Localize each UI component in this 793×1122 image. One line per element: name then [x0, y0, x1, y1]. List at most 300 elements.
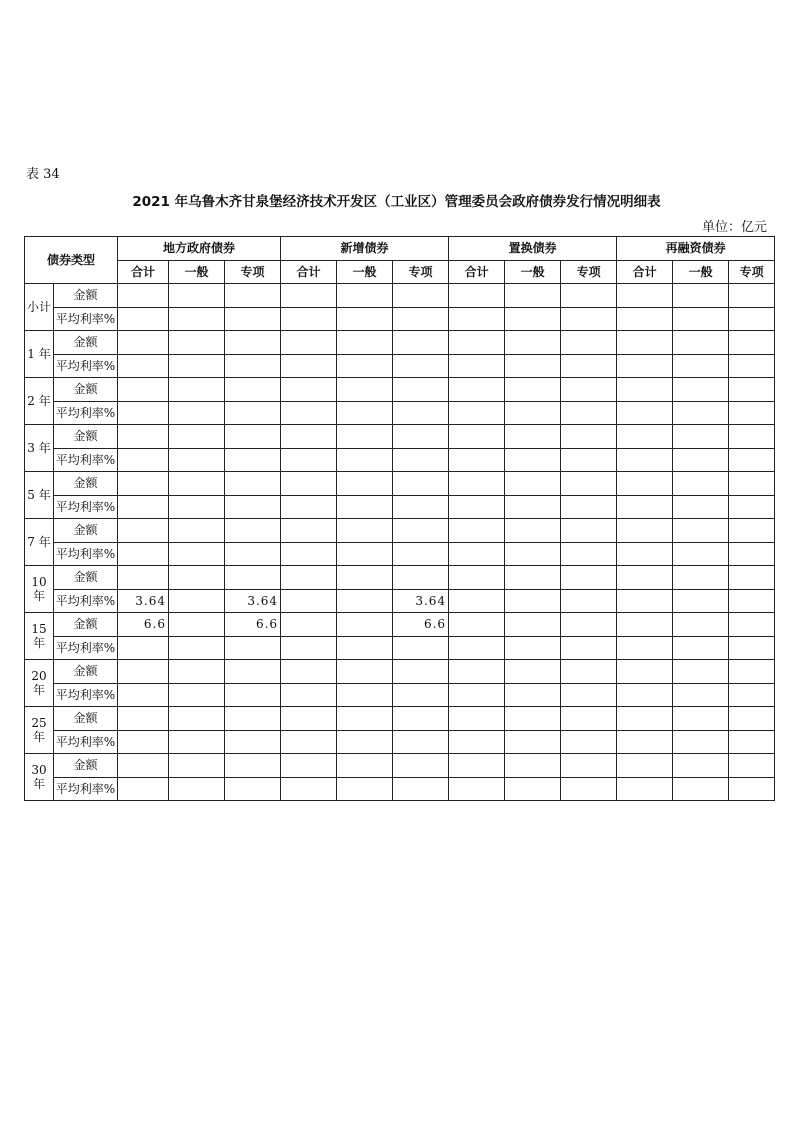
value-cell	[281, 542, 337, 566]
value-cell	[281, 448, 337, 472]
item-label-rate: 平均利率%	[54, 307, 118, 331]
value-cell	[169, 448, 225, 472]
value-cell	[561, 425, 617, 449]
value-cell	[561, 472, 617, 496]
value-cell	[281, 472, 337, 496]
value-cell	[118, 542, 169, 566]
value-cell	[617, 284, 673, 308]
value-cell	[225, 542, 281, 566]
table-row	[25, 495, 775, 519]
value-cell	[337, 378, 393, 402]
value-cell	[225, 448, 281, 472]
value-cell	[225, 754, 281, 778]
value-cell	[505, 566, 561, 590]
value-cell	[505, 378, 561, 402]
value-cell	[281, 707, 337, 731]
value-cell	[561, 660, 617, 684]
value-cell	[617, 660, 673, 684]
value-cell	[169, 495, 225, 519]
value-cell	[505, 754, 561, 778]
value-cell	[337, 707, 393, 731]
header-group: 地方政府债券	[118, 237, 281, 261]
value-cell	[673, 660, 729, 684]
value-cell	[449, 519, 505, 543]
table-row	[25, 566, 775, 590]
value-cell	[169, 284, 225, 308]
value-cell	[729, 519, 775, 543]
value-cell	[729, 707, 775, 731]
value-cell	[225, 472, 281, 496]
value-cell	[449, 448, 505, 472]
value-cell	[449, 401, 505, 425]
header-subcol: 合计	[118, 260, 169, 284]
value-cell	[225, 495, 281, 519]
value-cell	[561, 613, 617, 637]
value-cell	[169, 472, 225, 496]
value-cell	[617, 331, 673, 355]
value-cell	[505, 495, 561, 519]
value-cell	[225, 354, 281, 378]
value-cell	[393, 636, 449, 660]
term-label: 20 年	[25, 660, 54, 707]
value-cell: 6.6	[118, 613, 169, 637]
value-cell	[561, 777, 617, 801]
value-cell	[729, 378, 775, 402]
value-cell	[617, 566, 673, 590]
term-label: 小计	[25, 284, 54, 331]
value-cell	[337, 730, 393, 754]
table-row	[25, 613, 775, 637]
value-cell	[729, 636, 775, 660]
value-cell	[337, 660, 393, 684]
value-cell	[561, 589, 617, 613]
value-cell	[393, 777, 449, 801]
value-cell	[617, 307, 673, 331]
value-cell	[118, 777, 169, 801]
header-bond-type: 债券类型	[25, 237, 118, 284]
value-cell	[225, 683, 281, 707]
value-cell	[337, 425, 393, 449]
value-cell	[673, 707, 729, 731]
value-cell	[281, 613, 337, 637]
value-cell	[169, 660, 225, 684]
value-cell	[118, 566, 169, 590]
value-cell	[505, 542, 561, 566]
value-cell	[169, 636, 225, 660]
value-cell	[673, 519, 729, 543]
header-subcol: 专项	[561, 260, 617, 284]
value-cell	[118, 519, 169, 543]
value-cell	[505, 683, 561, 707]
item-label-amount: 金额	[54, 566, 118, 590]
value-cell	[281, 401, 337, 425]
value-cell	[169, 378, 225, 402]
value-cell	[281, 425, 337, 449]
value-cell	[617, 707, 673, 731]
item-label-amount: 金额	[54, 378, 118, 402]
header-subcol: 合计	[281, 260, 337, 284]
term-label: 25 年	[25, 707, 54, 754]
value-cell	[561, 448, 617, 472]
value-cell	[449, 636, 505, 660]
item-label-amount: 金额	[54, 331, 118, 355]
term-label: 1 年	[25, 331, 54, 378]
value-cell	[393, 542, 449, 566]
item-label-rate: 平均利率%	[54, 495, 118, 519]
value-cell	[673, 378, 729, 402]
table-row	[25, 401, 775, 425]
value-cell	[225, 707, 281, 731]
item-label-rate: 平均利率%	[54, 636, 118, 660]
value-cell	[729, 754, 775, 778]
value-cell	[118, 730, 169, 754]
value-cell	[281, 683, 337, 707]
value-cell	[169, 777, 225, 801]
value-cell	[561, 307, 617, 331]
value-cell	[337, 331, 393, 355]
value-cell	[449, 284, 505, 308]
table-row	[25, 636, 775, 660]
table-row	[25, 777, 775, 801]
table-row	[25, 589, 775, 613]
value-cell	[673, 401, 729, 425]
value-cell	[561, 707, 617, 731]
value-cell	[393, 566, 449, 590]
value-cell	[729, 284, 775, 308]
value-cell	[617, 495, 673, 519]
value-cell	[449, 354, 505, 378]
value-cell	[449, 378, 505, 402]
value-cell	[393, 730, 449, 754]
item-label-rate: 平均利率%	[54, 448, 118, 472]
value-cell	[449, 730, 505, 754]
debt-issuance-table	[24, 236, 775, 801]
value-cell	[225, 519, 281, 543]
value-cell	[673, 754, 729, 778]
value-cell	[673, 307, 729, 331]
value-cell	[617, 730, 673, 754]
value-cell	[118, 448, 169, 472]
page-title: 2021 年乌鲁木齐甘泉堡经济技术开发区（工业区）管理委员会政府债券发行情况明细表	[132, 194, 661, 210]
value-cell	[225, 730, 281, 754]
table-row	[25, 519, 775, 543]
term-label: 10 年	[25, 566, 54, 613]
value-cell	[729, 777, 775, 801]
term-label: 15 年	[25, 613, 54, 660]
item-label-amount: 金额	[54, 707, 118, 731]
value-cell	[393, 519, 449, 543]
value-cell	[617, 754, 673, 778]
value-cell	[393, 378, 449, 402]
value-cell	[169, 730, 225, 754]
value-cell	[673, 472, 729, 496]
value-cell	[729, 331, 775, 355]
value-cell	[393, 448, 449, 472]
value-cell	[729, 472, 775, 496]
value-cell	[118, 284, 169, 308]
value-cell	[729, 495, 775, 519]
value-cell	[281, 307, 337, 331]
value-cell	[617, 777, 673, 801]
value-cell	[337, 683, 393, 707]
value-cell	[169, 754, 225, 778]
value-cell	[617, 542, 673, 566]
value-cell	[281, 589, 337, 613]
value-cell: 3.64	[118, 589, 169, 613]
value-cell	[118, 378, 169, 402]
value-cell	[281, 378, 337, 402]
value-cell	[505, 589, 561, 613]
value-cell: 3.64	[393, 589, 449, 613]
term-label: 7 年	[25, 519, 54, 566]
value-cell	[225, 284, 281, 308]
value-cell	[617, 401, 673, 425]
value-cell	[729, 542, 775, 566]
value-cell	[169, 707, 225, 731]
value-cell	[561, 495, 617, 519]
value-cell	[281, 660, 337, 684]
table-row	[25, 660, 775, 684]
value-cell	[729, 566, 775, 590]
table-row	[25, 378, 775, 402]
item-label-rate: 平均利率%	[54, 589, 118, 613]
value-cell	[561, 636, 617, 660]
value-cell	[561, 730, 617, 754]
item-label-amount: 金额	[54, 519, 118, 543]
value-cell	[673, 542, 729, 566]
value-cell	[505, 519, 561, 543]
value-cell	[281, 636, 337, 660]
table-row	[25, 331, 775, 355]
value-cell	[337, 354, 393, 378]
value-cell	[118, 754, 169, 778]
value-cell	[729, 307, 775, 331]
value-cell	[505, 448, 561, 472]
item-label-amount: 金额	[54, 425, 118, 449]
value-cell	[337, 589, 393, 613]
value-cell	[673, 331, 729, 355]
value-cell	[673, 566, 729, 590]
value-cell	[729, 613, 775, 637]
value-cell	[449, 613, 505, 637]
value-cell	[393, 425, 449, 449]
value-cell	[505, 660, 561, 684]
value-cell	[729, 354, 775, 378]
value-cell	[337, 284, 393, 308]
value-cell	[449, 307, 505, 331]
value-cell	[505, 472, 561, 496]
value-cell	[169, 683, 225, 707]
value-cell	[729, 401, 775, 425]
value-cell	[561, 401, 617, 425]
value-cell	[337, 519, 393, 543]
value-cell	[561, 542, 617, 566]
header-group: 新增债券	[281, 237, 449, 261]
value-cell	[281, 331, 337, 355]
value-cell	[337, 495, 393, 519]
item-label-rate: 平均利率%	[54, 354, 118, 378]
value-cell	[118, 636, 169, 660]
value-cell	[505, 307, 561, 331]
value-cell	[393, 401, 449, 425]
value-cell	[337, 448, 393, 472]
value-cell	[561, 378, 617, 402]
term-label: 2 年	[25, 378, 54, 425]
value-cell	[393, 683, 449, 707]
value-cell	[393, 331, 449, 355]
table-row	[25, 284, 775, 308]
value-cell	[225, 660, 281, 684]
value-cell	[505, 354, 561, 378]
value-cell	[561, 566, 617, 590]
table-row	[25, 730, 775, 754]
value-cell	[617, 636, 673, 660]
value-cell	[673, 730, 729, 754]
table-row	[25, 754, 775, 778]
table-row	[25, 425, 775, 449]
value-cell	[337, 542, 393, 566]
value-cell	[673, 354, 729, 378]
value-cell	[281, 284, 337, 308]
value-cell	[505, 401, 561, 425]
header-subcol: 一般	[169, 260, 225, 284]
value-cell	[449, 589, 505, 613]
value-cell	[169, 331, 225, 355]
value-cell	[118, 472, 169, 496]
value-cell	[393, 660, 449, 684]
value-cell	[617, 589, 673, 613]
header-row-subcols	[25, 260, 775, 284]
item-label-rate: 平均利率%	[54, 683, 118, 707]
header-subcol: 一般	[337, 260, 393, 284]
value-cell	[281, 354, 337, 378]
value-cell	[281, 566, 337, 590]
value-cell	[393, 307, 449, 331]
value-cell	[729, 425, 775, 449]
value-cell	[449, 683, 505, 707]
value-cell	[281, 777, 337, 801]
value-cell	[281, 519, 337, 543]
value-cell	[449, 660, 505, 684]
value-cell	[617, 378, 673, 402]
value-cell	[118, 707, 169, 731]
value-cell	[673, 425, 729, 449]
value-cell	[169, 542, 225, 566]
value-cell	[729, 660, 775, 684]
table-row	[25, 707, 775, 731]
value-cell	[337, 401, 393, 425]
value-cell	[118, 307, 169, 331]
value-cell	[118, 660, 169, 684]
value-cell	[169, 307, 225, 331]
value-cell	[225, 331, 281, 355]
value-cell	[393, 284, 449, 308]
value-cell	[561, 683, 617, 707]
value-cell	[449, 754, 505, 778]
value-cell: 3.64	[225, 589, 281, 613]
value-cell	[673, 448, 729, 472]
table-row	[25, 307, 775, 331]
value-cell	[449, 472, 505, 496]
value-cell	[337, 472, 393, 496]
header-subcol: 一般	[673, 260, 729, 284]
header-subcol: 一般	[505, 260, 561, 284]
table-row	[25, 683, 775, 707]
value-cell	[393, 472, 449, 496]
header-subcol: 专项	[729, 260, 775, 284]
value-cell	[337, 636, 393, 660]
value-cell	[225, 566, 281, 590]
value-cell	[225, 425, 281, 449]
value-cell	[673, 777, 729, 801]
value-cell	[449, 331, 505, 355]
value-cell	[169, 519, 225, 543]
item-label-amount: 金额	[54, 754, 118, 778]
value-cell	[449, 707, 505, 731]
value-cell	[118, 401, 169, 425]
value-cell	[617, 472, 673, 496]
value-cell	[505, 284, 561, 308]
value-cell	[561, 331, 617, 355]
value-cell	[337, 613, 393, 637]
value-cell	[449, 542, 505, 566]
value-cell	[281, 495, 337, 519]
value-cell	[449, 425, 505, 449]
item-label-amount: 金额	[54, 660, 118, 684]
value-cell	[673, 495, 729, 519]
value-cell	[561, 754, 617, 778]
header-subcol: 专项	[393, 260, 449, 284]
item-label-rate: 平均利率%	[54, 542, 118, 566]
value-cell	[393, 707, 449, 731]
table-row	[25, 542, 775, 566]
value-cell	[169, 613, 225, 637]
term-label: 5 年	[25, 472, 54, 519]
value-cell	[729, 448, 775, 472]
value-cell	[281, 730, 337, 754]
value-cell	[337, 566, 393, 590]
value-cell	[617, 448, 673, 472]
table-body	[25, 284, 775, 801]
value-cell	[729, 683, 775, 707]
value-cell	[225, 401, 281, 425]
value-cell	[505, 613, 561, 637]
value-cell	[118, 331, 169, 355]
value-cell	[505, 636, 561, 660]
value-cell	[118, 683, 169, 707]
value-cell	[673, 284, 729, 308]
value-cell	[505, 331, 561, 355]
value-cell	[617, 519, 673, 543]
value-cell	[225, 378, 281, 402]
value-cell	[225, 636, 281, 660]
value-cell: 6.6	[225, 613, 281, 637]
value-cell	[118, 425, 169, 449]
value-cell	[393, 354, 449, 378]
item-label-rate: 平均利率%	[54, 401, 118, 425]
value-cell	[617, 425, 673, 449]
item-label-rate: 平均利率%	[54, 730, 118, 754]
value-cell	[673, 613, 729, 637]
table-row	[25, 448, 775, 472]
value-cell	[337, 754, 393, 778]
value-cell	[561, 284, 617, 308]
value-cell	[617, 613, 673, 637]
value-cell	[561, 354, 617, 378]
value-cell	[505, 425, 561, 449]
header-group: 再融资债券	[617, 237, 775, 261]
table-row	[25, 354, 775, 378]
